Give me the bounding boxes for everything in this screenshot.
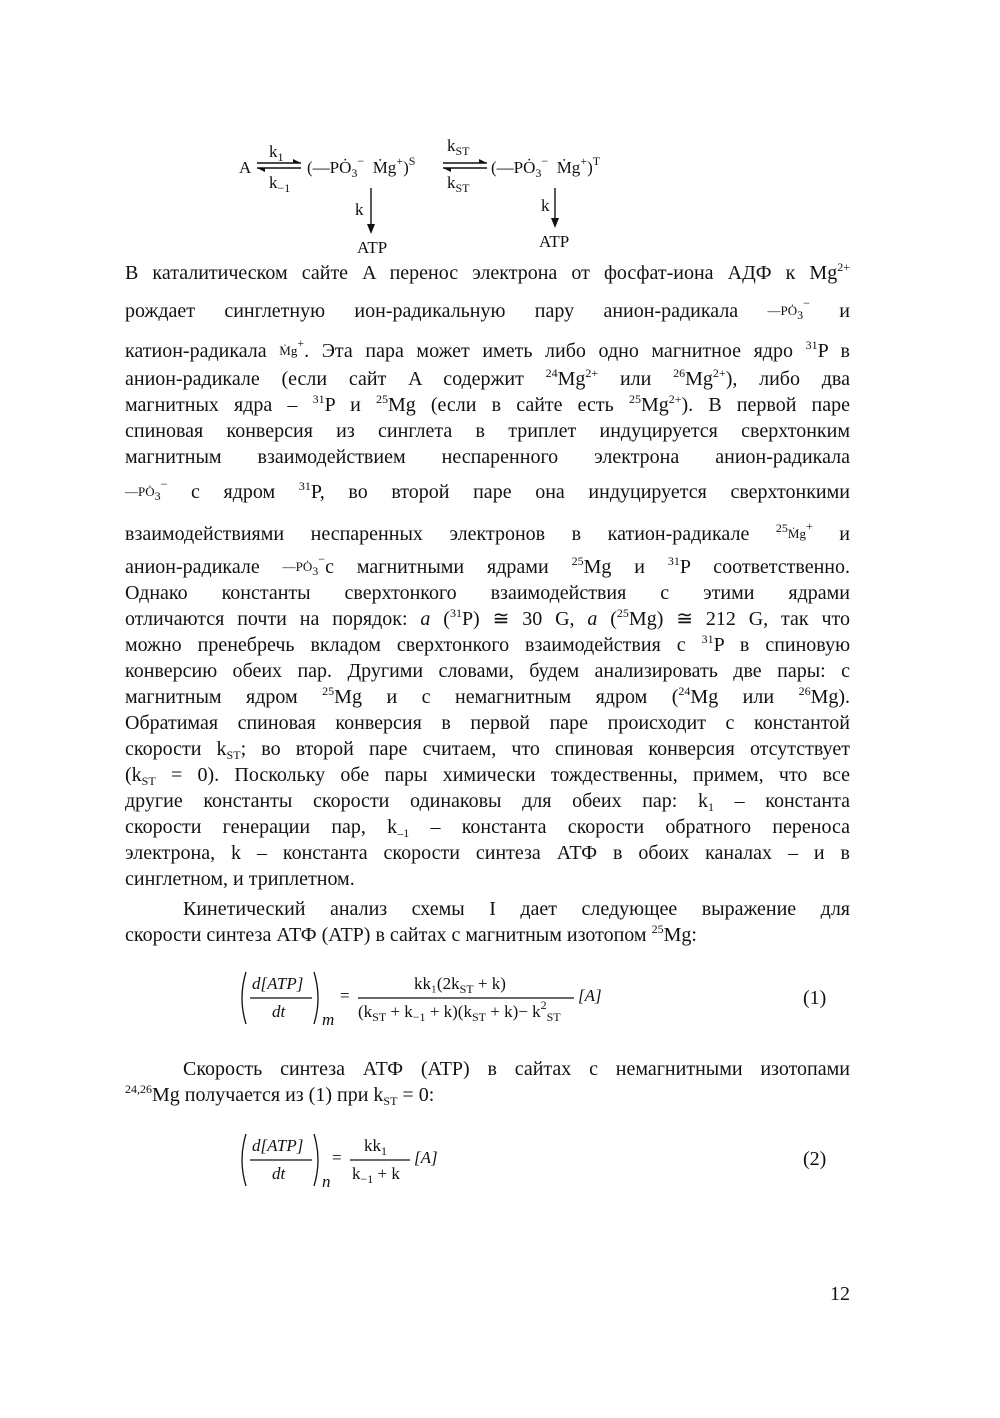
eq2-equals: = [332,1148,342,1167]
scheme-kst-backward: $k_{ST}$ [447,173,470,195]
text-line: анион-радикале (если сайт A содержит $^{24}Mg^{2+}$ или $^{26}Mg^{2+}$), либо два [125,366,850,390]
text-line: взаимодействиями неспаренных электронов в катион-радикале $^{25}$Ṁg+ и [125,519,851,545]
scheme-pair-singlet: ($—PȮ_3^-$ Ṁg+)$^S$ [307,154,416,180]
eq1-rhs: [A] [578,986,602,1005]
eq2-denominator: $k_{-1} + k$ [352,1164,400,1186]
text-line: В каталитическом сайте A перенос электрона от фосфат-иона АДФ к $Mg^{2+}$ [125,260,850,284]
eq1-numerator: $kk_1(2k_{ST} + k)$ [414,974,506,996]
paragraph-nonmagnetic [125,1056,850,1108]
scheme-k-right: k [541,196,550,215]
scheme-k1: $k_1$ [269,142,284,164]
scheme-pair-triplet: ($—PȮ_3^-$ Ṁg+)$^T$ [491,154,601,180]
eq2-rhs: [A] [414,1148,438,1167]
text-line: магнитных ядра – $^{31}$P и $^{25}$Mg (если в сайте есть $^{25}Mg^{2+}$). В первой паре [125,392,850,416]
reaction-scheme [225,130,645,260]
text-line: анион-радикале $—PȮ_3^-с$ магнитными ядрами $^{25}$Mg и $^{31}$P соответственно. [125,552,850,578]
text-line: можно пренебречь вкладом сверхтонкого взаимодействия с $^{31}$P в спиновую [125,632,851,656]
eq1-equals: = [340,986,350,1005]
text-line: электрона, k – константа скорости синтеза АТФ в обоих каналах – и в [125,842,850,864]
text-line: Обратимая спиновая конверсия в первой паре происходит с константой [125,712,850,734]
text-line: рождает синглетную ион-радикальную пару анион-радикала $—PȮ_3^-$ и [125,296,851,322]
paragraph-mechanism [125,258,850,892]
text-line: отличаются почти на порядок: a ($^{31}$P) ≅ 30 G, a ($^{25}$Mg) ≅ 212 G, так что [125,606,850,630]
paragraph-kinetic-analysis [125,896,850,948]
text-line: катион-радикала Ṁg+. Эта пара может иметь либо одно магнитное ядро $^{31}$P в [125,336,850,362]
scheme-A: A [239,158,252,177]
eq2-lhs-numerator: d[ATP] [252,1136,304,1155]
scheme-kst-forward: $k_{ST}$ [447,136,470,158]
equation-1 [236,968,616,1030]
eq1-lhs-denominator: dt [272,1002,286,1021]
text-line: синглетном, и триплетном. [125,868,355,890]
text-line: спиновая конверсия из синглета в триплет индуцируется сверхтонким [125,420,850,442]
eq2-number: (2) [803,1148,827,1170]
text-line: другие константы скорости одинаковы для обеих пар: $k_1$ – константа [125,790,850,814]
eq1-lhs-subscript: m [322,1010,335,1029]
text-line: скорости синтеза АТФ (ATP) в сайтах с магнитным изотопом $^{25}$Mg: [125,922,697,946]
text-line: Кинетический анализ схемы I дает следующее выражение для [183,898,850,920]
equation-2 [236,1130,456,1192]
text-line: магнитным ядром $^{25}$Mg и с немагнитным ядром ($^{24}$Mg или $^{26}$Mg). [125,684,851,708]
text-line: скорости генерации пар, $k_{-1}$ – константа скорости обратного переноса [125,816,850,840]
scheme-atp-left: ATP [357,238,388,257]
text-line: Однако константы сверхтонкого взаимодействия с этими ядрами [125,582,850,604]
text-line: конверсию обеих пар. Другими словами, будем анализировать две пары: с [125,660,850,682]
scheme-arrows [225,130,645,260]
text-line: скорости $k_{ST}$; во второй паре считаем, что спиновая конверсия отсутствует [125,738,850,762]
text-line: $—PȮ_3^-$ с ядром $^{31}$P, во второй паре она индуцируется сверхтонкими [125,477,850,503]
eq2-lhs-denominator: dt [272,1164,286,1183]
page-number: 12 [830,1283,850,1305]
text-line: магнитным взаимодействием неспаренного электрона анион-радикала [125,446,850,468]
text-line: Скорость синтеза АТФ (ATP) в сайтах с немагнитными изотопами [183,1058,850,1080]
text-line: $^{24,26}$Mg получается из (1) при $k_{ST} = 0$: [125,1082,435,1108]
eq1-denominator: $(k_{ST} + k_{-1} + k)(k_{ST} + k)- k^2_{ST}$ [358,998,561,1024]
eq1-lhs-numerator: d[ATP] [252,974,304,993]
eq2-lhs-subscript: n [322,1172,331,1191]
scheme-atp-right: ATP [539,232,570,251]
text-line: $(k_{ST} = 0)$. Поскольку обе пары химически тождественны, примем, что все [125,764,850,788]
eq1-number: (1) [803,987,827,1009]
scheme-k-minus-1: $k_{-1}$ [269,173,291,195]
eq2-numerator: $kk_1$ [364,1136,387,1158]
scheme-k-left: k [355,200,364,219]
